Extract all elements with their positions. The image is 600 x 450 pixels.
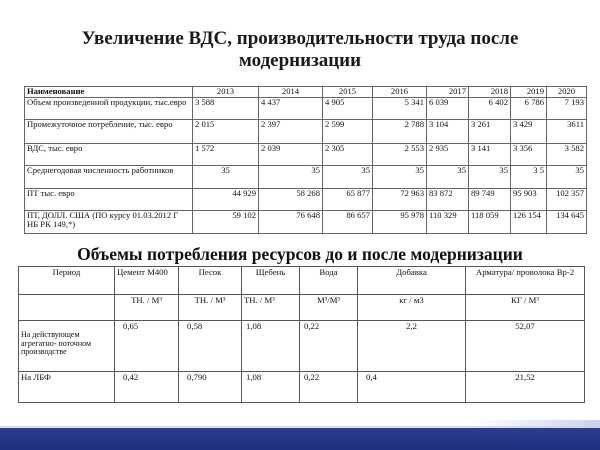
footer-bar: [0, 428, 600, 450]
header-cell: 2019: [511, 87, 547, 98]
table-cell: 0,42: [115, 372, 179, 403]
table-row: [25, 165, 587, 188]
table-row: [25, 210, 587, 233]
table-cell: 7 193: [547, 97, 587, 119]
table-row: [25, 119, 587, 143]
table-cell: 58 268: [259, 188, 323, 210]
table-cell: 2 935: [427, 143, 469, 165]
header-cell: 2014: [259, 87, 323, 98]
table-cell: 0,22: [300, 321, 358, 372]
table-cell: 95 903: [511, 188, 547, 210]
table-cell: 65 877: [323, 188, 373, 210]
row-label: ПТ, ДОЛЛ. США (ПО курсу 01.03.2012 Г НБ РК 149,*): [25, 210, 193, 233]
table-cell: 2 039: [259, 143, 323, 165]
table-cell: 2 397: [259, 119, 323, 143]
row-label: На действующем агрегатно- поточном производстве: [19, 321, 115, 372]
units-cell: ТН. / М³: [115, 295, 179, 321]
row-label: Среднегодовая численность работников: [25, 165, 193, 188]
table-cell: 126 154: [511, 210, 547, 233]
table-row: [19, 372, 585, 403]
header-cell: Щебень: [242, 267, 300, 295]
table-cell: 4 905: [323, 97, 373, 119]
footer-accent: [470, 420, 600, 428]
table-header-row: [19, 267, 585, 295]
table-cell: 59 102: [193, 210, 259, 233]
slide-title-resources: Объемы потребления ресурсов до и после модернизации: [77, 244, 523, 264]
table-cell: 95 978: [373, 210, 427, 233]
table-cell: 35: [427, 165, 469, 188]
table-cell: 6 786: [511, 97, 547, 119]
header-cell: 2020: [547, 87, 587, 98]
header-cell: Песок: [179, 267, 242, 295]
table-cell: 72 963: [373, 188, 427, 210]
table-cell: 118 059: [469, 210, 511, 233]
table-cell: 2 788: [373, 119, 427, 143]
table-cell: 0,22: [300, 372, 358, 403]
header-cell: Наименование: [25, 87, 193, 98]
header-cell: 2016: [373, 87, 427, 98]
table-cell: 1,08: [242, 321, 300, 372]
header-cell: Период: [19, 267, 115, 295]
table-cell: 3 141: [469, 143, 511, 165]
resources-table: [18, 266, 585, 403]
units-cell: КГ / М³: [466, 295, 585, 321]
table-cell: 6 402: [469, 97, 511, 119]
header-cell: Добавка: [358, 267, 466, 295]
units-cell: ТН. / М³: [242, 295, 300, 321]
table-cell: 3 104: [427, 119, 469, 143]
table-cell: 2 305: [323, 143, 373, 165]
header-cell: 2018: [469, 87, 511, 98]
table-cell: 35: [323, 165, 373, 188]
table-row: [25, 143, 587, 165]
table-cell: 6 039: [427, 97, 469, 119]
table-cell: 83 872: [427, 188, 469, 210]
table-cell: 2 015: [193, 119, 259, 143]
units-cell: М³/М³: [300, 295, 358, 321]
table-row: [25, 188, 587, 210]
table-cell: 4 437: [259, 97, 323, 119]
table-cell: 0,790: [179, 372, 242, 403]
units-row: [19, 295, 585, 321]
table-cell: 21,52: [466, 372, 585, 403]
row-label: На ЛБФ: [19, 372, 115, 403]
table-row: [25, 97, 587, 119]
table-cell: 35: [469, 165, 511, 188]
table-cell: 5 341: [373, 97, 427, 119]
header-cell: Арматура/ проволока Вр-2: [466, 267, 585, 295]
row-label: Промежуточное потребление, тыс. евро: [25, 119, 193, 143]
header-cell: Вода: [300, 267, 358, 295]
table-cell: 35: [373, 165, 427, 188]
table-cell: 2 553: [373, 143, 427, 165]
header-cell: 2015: [323, 87, 373, 98]
table-cell: 3611: [547, 119, 587, 143]
table-cell: 35: [259, 165, 323, 188]
table-cell: 3 356: [511, 143, 547, 165]
slide-title-productivity: Увеличение ВДС, производительности труда после модернизации: [81, 28, 519, 71]
table-cell: 2,2: [358, 321, 466, 372]
table-cell: 3 582: [547, 143, 587, 165]
row-label: Объем произведенной продукции, тыс.евро: [25, 97, 193, 119]
table-cell: 1,08: [242, 372, 300, 403]
table-cell: 3 261: [469, 119, 511, 143]
table-cell: 35: [547, 165, 587, 188]
header-cell: 2017: [427, 87, 469, 98]
table-cell: 3 5: [511, 165, 547, 188]
table-cell: 3 429: [511, 119, 547, 143]
header-cell: 2013: [193, 87, 259, 98]
table-row: [19, 321, 585, 372]
table-cell: 102 357: [547, 188, 587, 210]
productivity-table: [24, 86, 587, 234]
table-cell: 86 657: [323, 210, 373, 233]
units-cell: кг / м3: [358, 295, 466, 321]
table-cell: 134 645: [547, 210, 587, 233]
units-cell: ТН. / М³: [179, 295, 242, 321]
table-cell: 89 749: [469, 188, 511, 210]
units-cell: [19, 295, 115, 321]
header-cell: Цемент М400: [115, 267, 179, 295]
table-cell: 2 599: [323, 119, 373, 143]
table-cell: 0,65: [115, 321, 179, 372]
table-cell: 1 572: [193, 143, 259, 165]
row-label: ВДС, тыс. евро: [25, 143, 193, 165]
table-cell: 110 329: [427, 210, 469, 233]
table-cell: 0,4: [358, 372, 466, 403]
table-cell: 3 588: [193, 97, 259, 119]
table-cell: 35: [193, 165, 259, 188]
table-cell: 52,07: [466, 321, 585, 372]
row-label: ПТ тыс. евро: [25, 188, 193, 210]
table-cell: 76 648: [259, 210, 323, 233]
table-cell: 44 929: [193, 188, 259, 210]
table-cell: 0,58: [179, 321, 242, 372]
table-header-row: [25, 87, 587, 98]
